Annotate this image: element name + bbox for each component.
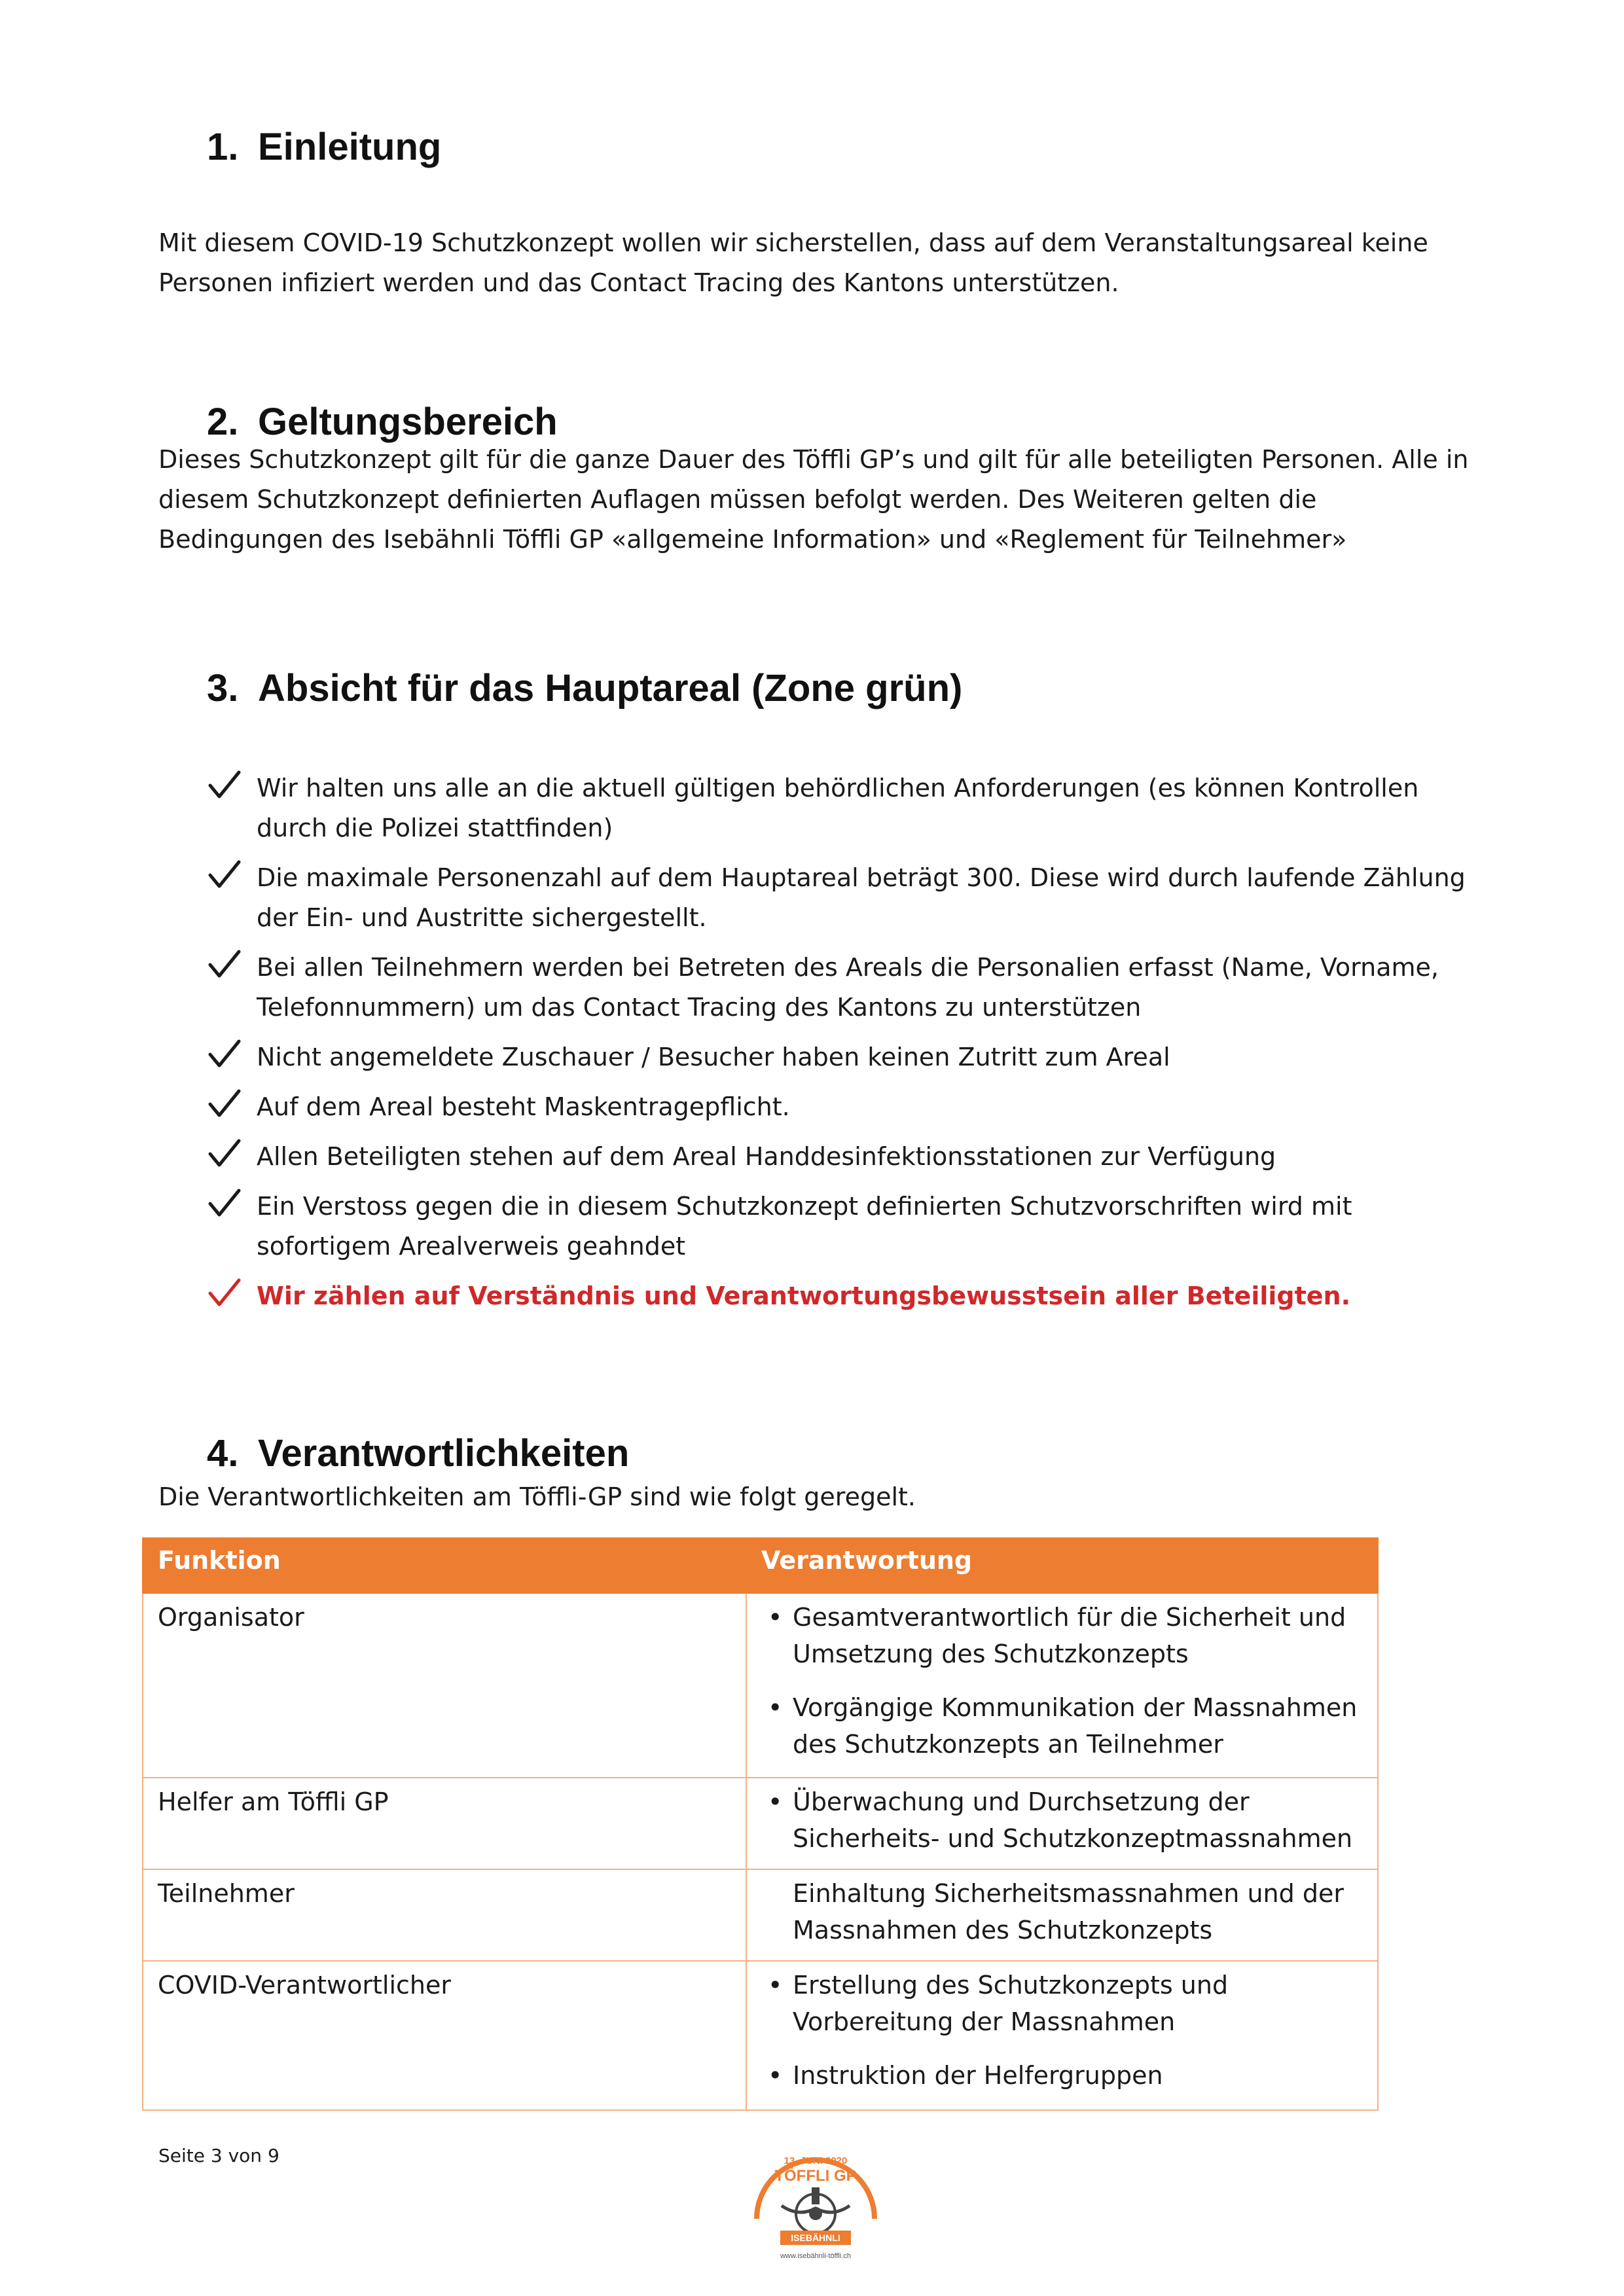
checkmark-icon <box>208 859 241 891</box>
checkmark-icon <box>208 770 241 801</box>
section-1-heading: 1. Einleitung <box>207 126 442 168</box>
svg-text:www.isebähnli-töffli.ch: www.isebähnli-töffli.ch <box>780 2252 852 2260</box>
toeffli-gp-logo <box>744 2140 888 2265</box>
rules-checklist <box>208 768 1491 1326</box>
bullet-item: • Instruktion der Helfergruppen <box>761 2057 1363 2094</box>
checkmark-icon <box>208 1088 241 1120</box>
bullet-item: • Vorgängige Kommunikation der Massnahmen des Schutzkonzepts an Teilnehmer <box>761 1689 1363 1763</box>
section-4-heading: 4. Verantwortlichkeiten <box>207 1432 630 1475</box>
checklist-item: Ein Verstoss gegen die in diesem Schutzkonzept definierten Schutzvorschriften wird mit sofortigem Arealverweis geahndet <box>208 1187 1491 1266</box>
section-3-heading: 3. Absicht für das Hauptareal (Zone grün) <box>207 667 963 709</box>
table-cell-responsibility <box>746 1593 1378 1778</box>
checkmark-icon <box>208 1278 241 1309</box>
table-row <box>143 1778 1378 1869</box>
bullet-item: • Erstellung des Schutzkonzepts und Vorbereitung der Massnahmen <box>761 1967 1363 2040</box>
plain-item: Einhaltung Sicherheitsmassnahmen und der Massnahmen des Schutzkonzepts <box>793 1879 1344 1945</box>
table-header-funktion: Funktion <box>143 1538 746 1593</box>
svg-text:ISEBÄHNLI: ISEBÄHNLI <box>791 2233 840 2243</box>
page-number: Seite 3 von 9 <box>158 2145 280 2166</box>
checklist-item-emphasis: Wir zählen auf Verständnis und Verantwortungsbewusstsein aller Beteiligten. <box>208 1276 1491 1316</box>
section-4-text: Die Verantwortlichkeiten am Töffli-GP sind wie folgt geregelt. <box>158 1482 916 1511</box>
svg-text:TÖFFLI GP: TÖFFLI GP <box>774 2167 857 2185</box>
table-cell-responsibility <box>746 1869 1378 1961</box>
section-1-text: Mit diesem COVID-19 Schutzkonzept wollen wir sicherstellen, dass auf dem Veranstaltungsareal keine Personen infiziert werden und das Contact Tracing des Kantons unterstützen. <box>158 228 1428 297</box>
section-2-heading: 2. Geltungsbereich <box>207 401 558 443</box>
svg-text:13. JUNI 2020: 13. JUNI 2020 <box>784 2155 848 2166</box>
checkmark-icon <box>208 949 241 980</box>
table-cell-function: COVID-Verantwortlicher <box>143 1961 746 2110</box>
checklist-item: Nicht angemeldete Zuschauer / Besucher haben keinen Zutritt zum Areal <box>208 1037 1491 1077</box>
bullet-item: • Gesamtverantwortlich für die Sicherheit und Umsetzung des Schutzkonzepts <box>761 1599 1363 1672</box>
table-row <box>143 1593 1378 1778</box>
checkmark-icon <box>208 1138 241 1170</box>
table-cell-function: Helfer am Töffli GP <box>143 1778 746 1869</box>
checkmark-icon <box>208 1188 241 1219</box>
responsibilities-table <box>142 1537 1379 2111</box>
table-header-verantwortung: Verantwortung <box>746 1538 1378 1593</box>
table-cell-responsibility <box>746 1961 1378 2110</box>
table-cell-function: Teilnehmer <box>143 1869 746 1961</box>
checklist-item: Auf dem Areal besteht Maskentragepflicht. <box>208 1087 1491 1127</box>
checklist-item: Wir halten uns alle an die aktuell gültigen behördlichen Anforderungen (es können Kontrollen durch die Polizei stattfinden) <box>208 768 1491 848</box>
table-cell-function: Organisator <box>143 1593 746 1778</box>
table-row <box>143 1961 1378 2110</box>
table-cell-responsibility <box>746 1778 1378 1869</box>
table-row <box>143 1869 1378 1961</box>
checklist-item: Die maximale Personenzahl auf dem Hauptareal beträgt 300. Diese wird durch laufende Zählung der Ein- und Austritte sichergestellt. <box>208 858 1491 938</box>
checklist-item: Allen Beteiligten stehen auf dem Areal Handdesinfektionsstationen zur Verfügung <box>208 1137 1491 1177</box>
checklist-item: Bei allen Teilnehmern werden bei Betreten des Areals die Personalien erfasst (Name, Vorname, Telefonnummern) um das Contact Tracing des Kantons zu unterstützen <box>208 948 1491 1028</box>
section-2-text: Dieses Schutzkonzept gilt für die ganze Dauer des Töffli GP’s und gilt für alle beteiligten Personen. Alle in diesem Schutzkonzept definierten Auflagen müssen befolgt werden. Des Weiteren gelten die Bedingungen des Isebähnli Töffli GP «allgemeine Information» und «Reglement für Teilnehmer» <box>158 445 1469 554</box>
bullet-item: • Überwachung und Durchsetzung der Sicherheits- und Schutzkonzeptmassnahmen <box>761 1784 1363 1857</box>
checkmark-icon <box>208 1039 241 1070</box>
table-header-row <box>143 1538 1378 1593</box>
